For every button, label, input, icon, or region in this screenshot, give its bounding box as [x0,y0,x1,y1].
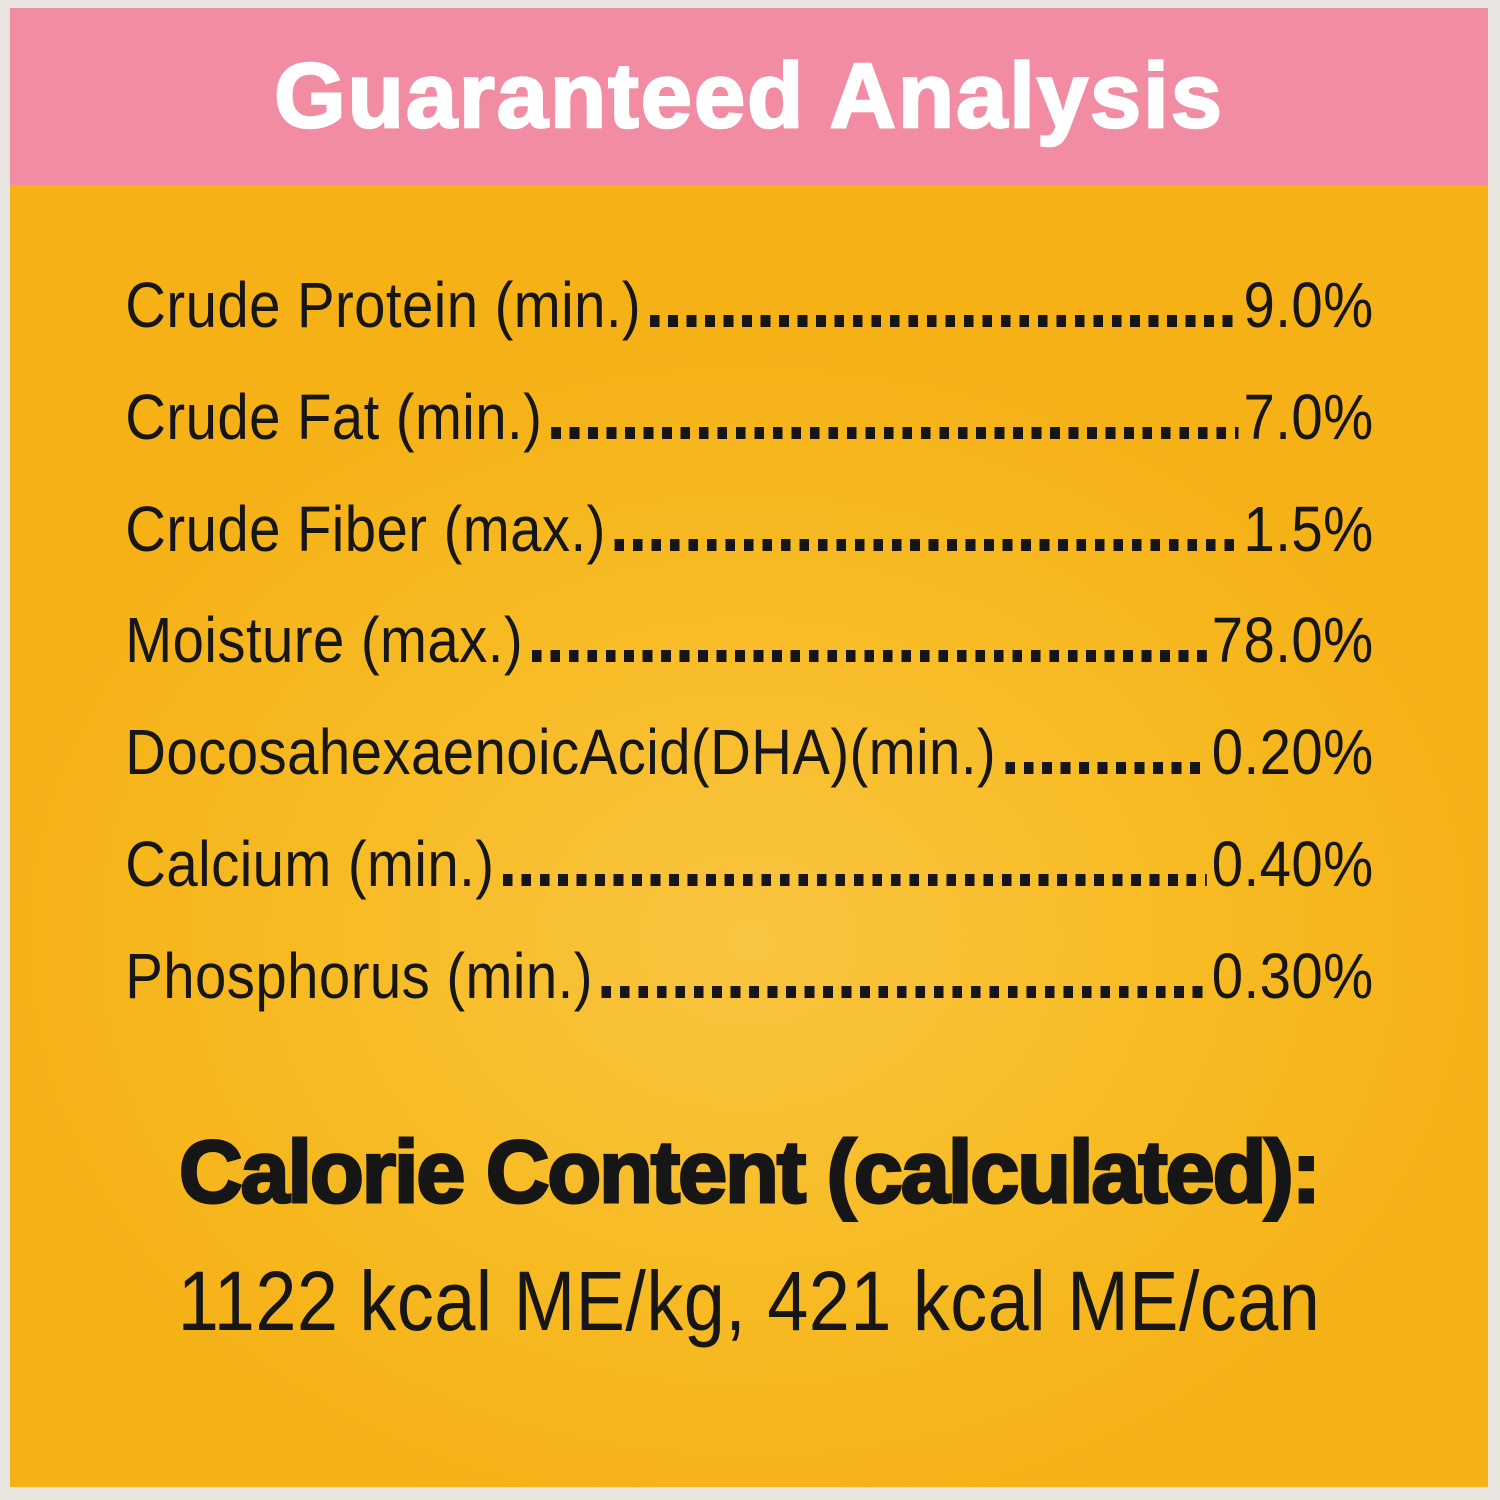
analysis-table-wrapper [10,269,1488,1012]
dotted-leader [1005,762,1207,774]
nutrient-label: Calcium (min.) [125,828,495,901]
nutrient-value: 7.0% [1243,380,1374,453]
dotted-leader [532,650,1207,662]
analysis-row [125,380,1374,453]
nutrient-value: 0.40% [1211,828,1374,901]
dotted-leader [650,315,1238,327]
guaranteed-analysis-label [10,8,1488,1487]
nutrient-value: 9.0% [1243,269,1374,341]
analysis-row [125,269,1374,341]
calorie-content-heading: Calorie Content (calculated): [179,1121,1319,1221]
dotted-leader [615,539,1239,551]
nutrient-value: 78.0% [1211,604,1374,677]
analysis-row [125,828,1374,901]
analysis-row [125,939,1374,1012]
nutrient-label: DocosahexaenoicAcid(DHA)(min.) [125,716,997,789]
label-header-band [10,8,1488,185]
page-title: Guaranteed Analysis [274,45,1224,147]
analysis-rows [10,269,1488,1012]
analysis-row [125,492,1374,565]
analysis-row [125,716,1374,789]
nutrient-label: Crude Fat (min.) [125,380,543,453]
nutrient-label: Crude Fiber (max.) [125,492,606,565]
nutrient-value: 1.5% [1243,492,1374,565]
nutrient-label: Phosphorus (min.) [125,939,593,1012]
dotted-leader [551,427,1238,439]
nutrient-label: Crude Protein (min.) [125,269,642,341]
label-body [10,185,1488,1487]
calorie-values-wrapper [10,1253,1488,1350]
analysis-row [125,604,1374,677]
calorie-content-values: 1122 kcal ME/kg, 421 kcal ME/can [177,1253,1321,1348]
nutrient-value: 0.30% [1211,939,1374,1012]
nutrient-label: Moisture (max.) [125,604,524,677]
dotted-leader [602,986,1207,998]
nutrient-value: 0.20% [1211,716,1374,789]
dotted-leader [503,874,1206,886]
